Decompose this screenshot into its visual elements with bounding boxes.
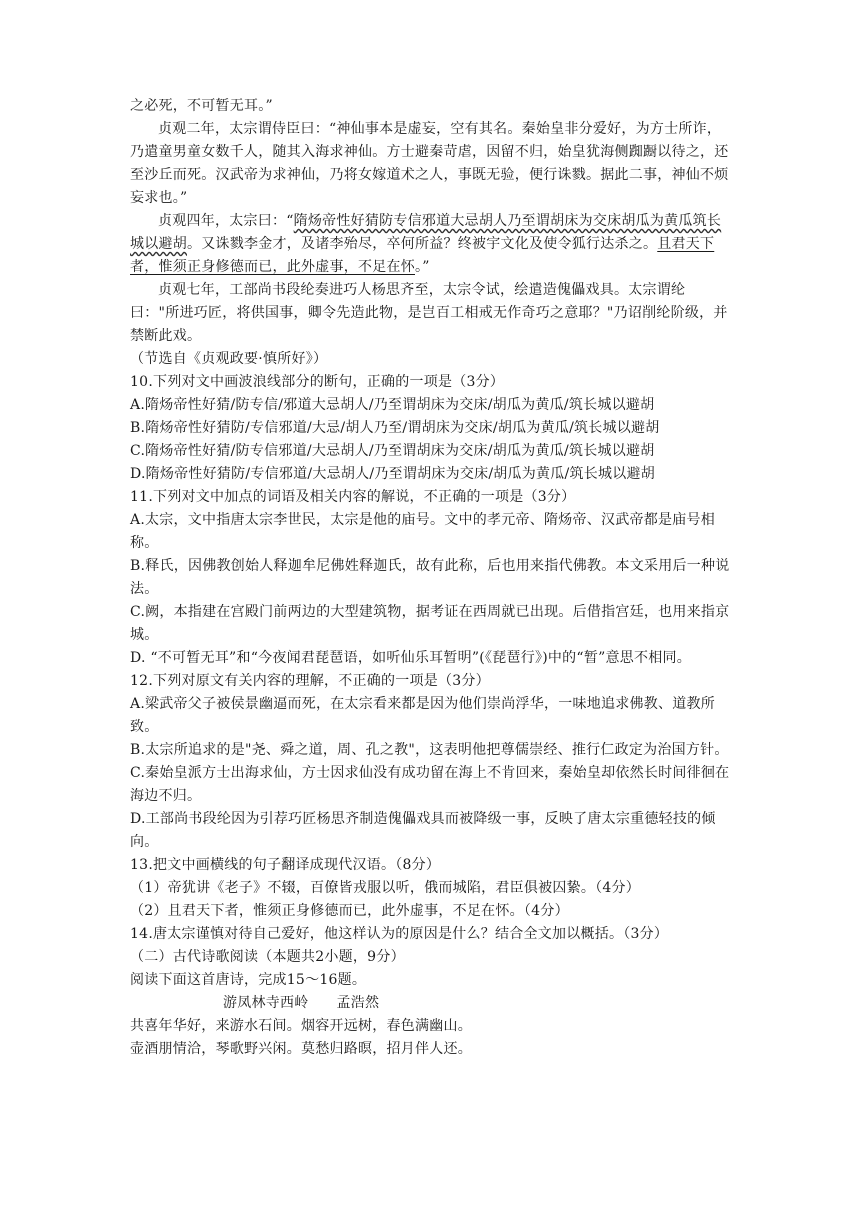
- section-poetry-heading: （二）古代诗歌阅读（本题共2小题，9分）: [130, 949, 405, 965]
- intro-line: 之必死，不可暂无耳。”: [130, 98, 273, 114]
- poem-instruction: 阅读下面这首唐诗，完成15～16题。: [130, 972, 367, 988]
- para3-end: 。”: [415, 259, 430, 275]
- q12-option-a: A.梁武帝父子被侯景幽逼而死，在太宗看来都是因为他们崇尚浮华，一味地追求佛教、道教所致。: [130, 696, 716, 735]
- paragraph-zhenguan-4: [130, 210, 730, 279]
- poem-line-2: 壶酒朋情洽，琴歌野兴闲。莫愁归路暝，招月伴人还。: [130, 1041, 472, 1057]
- para3-middle: 。又诛戮李金才，及诸李殆尽，卒何所益？终被宇文化及使令狐行达杀之。: [187, 236, 658, 252]
- poem-heading: [130, 992, 730, 1015]
- q10-option-b: B.隋炀帝性好猜防/专信邪道/大忌/胡人乃至/谓胡床为交床/胡瓜为黄瓜/筑长城以避胡: [130, 420, 660, 436]
- q12-option-d: D.工部尚书段纶因为引荐巧匠杨思齐制造傀儡戏具而被降级一事，反映了唐太宗重德轻技的倾向。: [130, 811, 716, 850]
- question-10-stem: 10.下列对文中画波浪线部分的断句，正确的一项是（3分）: [130, 374, 505, 390]
- q10-option-c: C.隋炀帝性好猜/防专信邪道/大忌胡人/乃至谓胡床为交床/胡瓜为黄瓜/筑长城以避胡: [130, 443, 655, 459]
- q13-item-1: （1）帝犹讲《老子》不辍，百僚皆戎服以听，俄而城陷，君臣俱被囚絷。（4分）: [130, 880, 641, 896]
- question-12-stem: 12.下列对原文有关内容的理解，不正确的一项是（3分）: [130, 673, 490, 689]
- question-14: 14.唐太宗谨慎对待自己爱好，他这样认为的原因是什么？结合全文加以概括。（3分）: [130, 926, 669, 942]
- poem-author: 孟浩然: [336, 995, 380, 1011]
- underlined-sentence: 且君天下者，惟须正身修德而已，此外虚事，不足在怀: [130, 236, 715, 275]
- q11-option-a: A.太宗，文中指唐太宗李世民，太宗是他的庙号。文中的孝元帝、隋炀帝、汉武帝都是庙号相称。: [130, 512, 716, 551]
- wavy-underlined-sentence: 隋炀帝性好猜防专信邪道大忌胡人乃至谓胡床为交床胡瓜为黄瓜筑长城以避胡: [130, 213, 722, 252]
- paragraph-zhenguan-2: 贞观二年，太宗谓侍臣曰：“神仙事本是虚妄，空有其名。秦始皇非分爱好，为方士所诈，乃遣童男童女数千人，随其入海求神仙。方士避秦苛虐，因留不归，始皇犹海侧踟蹰以待之，还至沙丘而死。汉武帝为求神仙，乃将女嫁道术之人，事既无验，便行诛戮。据此二事，神仙不烦妄求也。”: [130, 121, 729, 206]
- poem-title: 游凤林寺西岭: [223, 995, 309, 1011]
- document-body: [130, 95, 730, 1061]
- q13-item-2: （2）且君天下者，惟须正身修德而已，此外虚事，不足在怀。（4分）: [130, 903, 569, 919]
- q11-option-d: D. “不可暂无耳”和“今夜闻君琵琶语，如听仙乐耳暂明”(《琵琶行》)中的“暂”意思不相同。: [130, 650, 691, 666]
- q10-option-d: D.隋炀帝性好猜防/专信邪道/大忌胡人/乃至谓胡床为交床/胡瓜为黄瓜/筑长城以避胡: [130, 466, 656, 482]
- para3-lead: 贞观四年，太宗曰：“: [158, 213, 294, 229]
- question-13-stem: 13.把文中画横线的句子翻译成现代汉语。（8分）: [130, 857, 441, 873]
- source-citation: （节选自《贞观政要·慎所好》）: [130, 351, 328, 367]
- paragraph-zhenguan-7: 贞观七年，工部尚书段纶奏进巧人杨思齐至，太宗令试，绘遣造傀儡戏具。太宗谓纶曰："所进巧匠，将供国事，卿令先造此物，是岂百工相戒无作奇巧之意耶？"乃诏削纶阶级，并禁断此戏。: [130, 282, 728, 344]
- q10-option-a: A.隋炀帝性好猜/防专信/邪道大忌胡人/乃至谓胡床为交床/胡瓜为黄瓜/筑长城以避胡: [130, 397, 655, 413]
- poem-line-1: 共喜年华好，来游水石间。烟容开远树，春色满幽山。: [130, 1018, 472, 1034]
- q11-option-c: C.阙，本指建在宫殿门前两边的大型建筑物，据考证在西周就已出现。后借指宫廷，也用来指京城。: [130, 604, 730, 643]
- q11-option-b: B.释氏，因佛教创始人释迦牟尼佛姓释迦氏，故有此称，后也用来指代佛教。本文采用后一种说法。: [130, 558, 730, 597]
- question-11-stem: 11.下列对文中加点的词语及相关内容的解说，不正确的一项是（3分）: [130, 489, 576, 505]
- q12-option-b: B.太宗所追求的是"尧、舜之道，周、孔之教"，这表明他把尊儒崇经、推行仁政定为治国方针。: [130, 742, 729, 758]
- q12-option-c: C.秦始皇派方士出海求仙，方士因求仙没有成功留在海上不肯回来，秦始皇却依然长时间徘徊在海边不归。: [130, 765, 730, 804]
